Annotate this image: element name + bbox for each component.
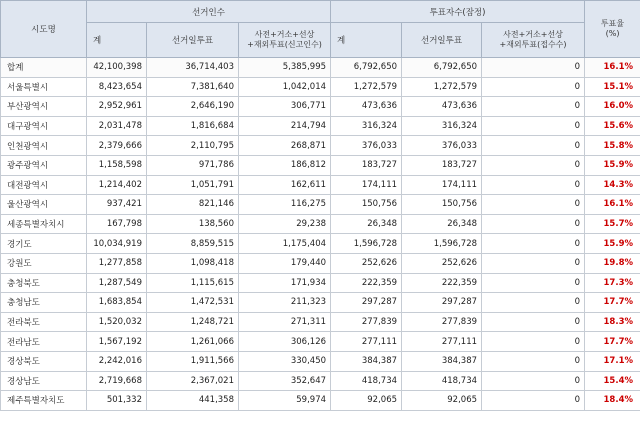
voters-day-cell: 1,596,728: [402, 234, 482, 254]
table-row: [1, 136, 640, 156]
electorate-total-cell: 10,034,919: [87, 234, 147, 254]
region-cell: 제주특별자치도: [1, 391, 87, 411]
electorate-day-cell: 1,098,418: [147, 253, 239, 273]
electorate-other-cell: 306,126: [239, 332, 331, 352]
electorate-other-cell: 1,042,014: [239, 77, 331, 97]
voters-day-cell: 92,065: [402, 391, 482, 411]
voters-other-cell: 0: [482, 116, 585, 136]
table-row: [1, 273, 640, 293]
voters-total-cell: 277,111: [331, 332, 402, 352]
turnout-rate-cell: 15.1%: [585, 77, 640, 97]
turnout-rate-cell: 15.9%: [585, 234, 640, 254]
table-row: [1, 116, 640, 136]
electorate-total-cell: 42,100,398: [87, 58, 147, 78]
header-voters-other: 사전+거소+선상 +재외투표(접수수): [482, 23, 585, 58]
table-row: [1, 391, 640, 411]
voters-other-cell: 0: [482, 293, 585, 313]
turnout-rate-cell: 18.4%: [585, 391, 640, 411]
table-row: [1, 351, 640, 371]
electorate-day-cell: 441,358: [147, 391, 239, 411]
electorate-other-cell: 330,450: [239, 351, 331, 371]
voters-total-cell: 473,636: [331, 97, 402, 117]
electorate-day-cell: 2,110,795: [147, 136, 239, 156]
region-cell: 세종특별자치시: [1, 214, 87, 234]
voters-total-cell: 6,792,650: [331, 58, 402, 78]
electorate-total-cell: 167,798: [87, 214, 147, 234]
electorate-other-cell: 179,440: [239, 253, 331, 273]
header-voters-day: 선거일투표: [402, 23, 482, 58]
electorate-total-cell: 1,567,192: [87, 332, 147, 352]
electorate-day-cell: 821,146: [147, 195, 239, 215]
voters-other-cell: 0: [482, 195, 585, 215]
voters-total-cell: 183,727: [331, 155, 402, 175]
voters-total-cell: 150,756: [331, 195, 402, 215]
region-cell: 경상남도: [1, 371, 87, 391]
turnout-rate-cell: 19.8%: [585, 253, 640, 273]
voters-other-cell: 0: [482, 214, 585, 234]
header-row-sub: [1, 23, 640, 58]
electorate-total-cell: 1,683,854: [87, 293, 147, 313]
table-body: [1, 58, 640, 411]
voters-day-cell: 376,033: [402, 136, 482, 156]
header-electorate-day: 선거일투표: [147, 23, 239, 58]
table-row: [1, 312, 640, 332]
electorate-day-cell: 971,786: [147, 155, 239, 175]
region-cell: 충청북도: [1, 273, 87, 293]
header-turnout: 투표율 (%): [585, 1, 640, 58]
electorate-total-cell: 1,158,598: [87, 155, 147, 175]
voters-total-cell: 1,596,728: [331, 234, 402, 254]
electorate-total-cell: 937,421: [87, 195, 147, 215]
header-region: 시도명: [1, 1, 87, 58]
voters-day-cell: 6,792,650: [402, 58, 482, 78]
table-row: [1, 253, 640, 273]
header-electorate-other: 사전+거소+선상 +재외투표(신고인수): [239, 23, 331, 58]
electorate-other-cell: 268,871: [239, 136, 331, 156]
electorate-day-cell: 2,646,190: [147, 97, 239, 117]
electorate-other-cell: 116,275: [239, 195, 331, 215]
electorate-total-cell: 1,287,549: [87, 273, 147, 293]
voters-other-cell: 0: [482, 273, 585, 293]
turnout-rate-cell: 16.0%: [585, 97, 640, 117]
turnout-rate-cell: 16.1%: [585, 58, 640, 78]
voters-total-cell: 297,287: [331, 293, 402, 313]
region-cell: 울산광역시: [1, 195, 87, 215]
voters-day-cell: 316,324: [402, 116, 482, 136]
voters-total-cell: 376,033: [331, 136, 402, 156]
region-cell: 충청남도: [1, 293, 87, 313]
voters-total-cell: 92,065: [331, 391, 402, 411]
voters-day-cell: 183,727: [402, 155, 482, 175]
region-cell: 대전광역시: [1, 175, 87, 195]
header-row-top: [1, 1, 640, 23]
header-electorate-group: 선거인수: [87, 1, 331, 23]
electorate-total-cell: 1,214,402: [87, 175, 147, 195]
voters-day-cell: 252,626: [402, 253, 482, 273]
voters-total-cell: 174,111: [331, 175, 402, 195]
voters-other-cell: 0: [482, 136, 585, 156]
turnout-rate-cell: 15.9%: [585, 155, 640, 175]
electorate-other-cell: 271,311: [239, 312, 331, 332]
electorate-total-cell: 2,719,668: [87, 371, 147, 391]
voters-total-cell: 384,387: [331, 351, 402, 371]
region-cell: 광주광역시: [1, 155, 87, 175]
voters-other-cell: 0: [482, 332, 585, 352]
region-cell: 합계: [1, 58, 87, 78]
table-row: [1, 371, 640, 391]
voters-other-cell: 0: [482, 97, 585, 117]
voters-total-cell: 418,734: [331, 371, 402, 391]
electorate-day-cell: 7,381,640: [147, 77, 239, 97]
turnout-rate-cell: 14.3%: [585, 175, 640, 195]
turnout-rate-cell: 17.1%: [585, 351, 640, 371]
electorate-other-cell: 306,771: [239, 97, 331, 117]
table-row-total: [1, 58, 640, 78]
region-cell: 서울특별시: [1, 77, 87, 97]
electorate-total-cell: 8,423,654: [87, 77, 147, 97]
turnout-rate-cell: 17.3%: [585, 273, 640, 293]
table-row: [1, 195, 640, 215]
turnout-rate-cell: 15.8%: [585, 136, 640, 156]
voters-other-cell: 0: [482, 58, 585, 78]
electorate-other-cell: 162,611: [239, 175, 331, 195]
electorate-day-cell: 1,911,566: [147, 351, 239, 371]
region-cell: 전라남도: [1, 332, 87, 352]
electorate-total-cell: 2,952,961: [87, 97, 147, 117]
electorate-day-cell: 1,115,615: [147, 273, 239, 293]
voters-other-cell: 0: [482, 155, 585, 175]
region-cell: 경기도: [1, 234, 87, 254]
electorate-day-cell: 36,714,403: [147, 58, 239, 78]
electorate-total-cell: 501,332: [87, 391, 147, 411]
table-row: [1, 214, 640, 234]
table-row: [1, 234, 640, 254]
voters-day-cell: 222,359: [402, 273, 482, 293]
turnout-rate-cell: 15.6%: [585, 116, 640, 136]
voters-other-cell: 0: [482, 391, 585, 411]
voters-day-cell: 26,348: [402, 214, 482, 234]
electorate-other-cell: 186,812: [239, 155, 331, 175]
table-row: [1, 332, 640, 352]
voters-other-cell: 0: [482, 312, 585, 332]
voters-day-cell: 418,734: [402, 371, 482, 391]
table-row: [1, 155, 640, 175]
voters-other-cell: 0: [482, 371, 585, 391]
table-row: [1, 175, 640, 195]
electorate-other-cell: 5,385,995: [239, 58, 331, 78]
voters-other-cell: 0: [482, 77, 585, 97]
region-cell: 부산광역시: [1, 97, 87, 117]
voters-day-cell: 150,756: [402, 195, 482, 215]
turnout-rate-cell: 16.1%: [585, 195, 640, 215]
electorate-day-cell: 1,816,684: [147, 116, 239, 136]
region-cell: 전라북도: [1, 312, 87, 332]
electorate-day-cell: 2,367,021: [147, 371, 239, 391]
electorate-day-cell: 1,248,721: [147, 312, 239, 332]
electorate-other-cell: 352,647: [239, 371, 331, 391]
electorate-other-cell: 214,794: [239, 116, 331, 136]
turnout-rate-cell: 17.7%: [585, 293, 640, 313]
voters-total-cell: 277,839: [331, 312, 402, 332]
voters-day-cell: 384,387: [402, 351, 482, 371]
turnout-rate-cell: 17.7%: [585, 332, 640, 352]
voters-day-cell: 277,839: [402, 312, 482, 332]
electorate-total-cell: 2,031,478: [87, 116, 147, 136]
turnout-rate-cell: 18.3%: [585, 312, 640, 332]
voters-day-cell: 277,111: [402, 332, 482, 352]
voters-day-cell: 174,111: [402, 175, 482, 195]
voters-other-cell: 0: [482, 351, 585, 371]
voters-total-cell: 252,626: [331, 253, 402, 273]
electorate-total-cell: 1,520,032: [87, 312, 147, 332]
electorate-day-cell: 138,560: [147, 214, 239, 234]
region-cell: 경상북도: [1, 351, 87, 371]
turnout-rate-cell: 15.7%: [585, 214, 640, 234]
table-row: [1, 77, 640, 97]
header-voters-group: 투표자수(잠정): [331, 1, 585, 23]
electorate-day-cell: 1,472,531: [147, 293, 239, 313]
electorate-other-cell: 211,323: [239, 293, 331, 313]
voters-total-cell: 1,272,579: [331, 77, 402, 97]
voters-other-cell: 0: [482, 253, 585, 273]
region-cell: 인천광역시: [1, 136, 87, 156]
electorate-total-cell: 1,277,858: [87, 253, 147, 273]
electorate-other-cell: 29,238: [239, 214, 331, 234]
electorate-other-cell: 1,175,404: [239, 234, 331, 254]
voters-day-cell: 473,636: [402, 97, 482, 117]
electorate-total-cell: 2,242,016: [87, 351, 147, 371]
voters-day-cell: 1,272,579: [402, 77, 482, 97]
voters-day-cell: 297,287: [402, 293, 482, 313]
electorate-other-cell: 171,934: [239, 273, 331, 293]
electorate-day-cell: 8,859,515: [147, 234, 239, 254]
region-cell: 강원도: [1, 253, 87, 273]
electorate-day-cell: 1,261,066: [147, 332, 239, 352]
header-electorate-total: 계: [87, 23, 147, 58]
electorate-day-cell: 1,051,791: [147, 175, 239, 195]
voters-other-cell: 0: [482, 175, 585, 195]
region-cell: 대구광역시: [1, 116, 87, 136]
turnout-rate-cell: 15.4%: [585, 371, 640, 391]
header-voters-total: 계: [331, 23, 402, 58]
voters-other-cell: 0: [482, 234, 585, 254]
voters-total-cell: 316,324: [331, 116, 402, 136]
table-row: [1, 293, 640, 313]
electorate-total-cell: 2,379,666: [87, 136, 147, 156]
electorate-other-cell: 59,974: [239, 391, 331, 411]
voters-total-cell: 222,359: [331, 273, 402, 293]
voters-total-cell: 26,348: [331, 214, 402, 234]
table-row: [1, 97, 640, 117]
